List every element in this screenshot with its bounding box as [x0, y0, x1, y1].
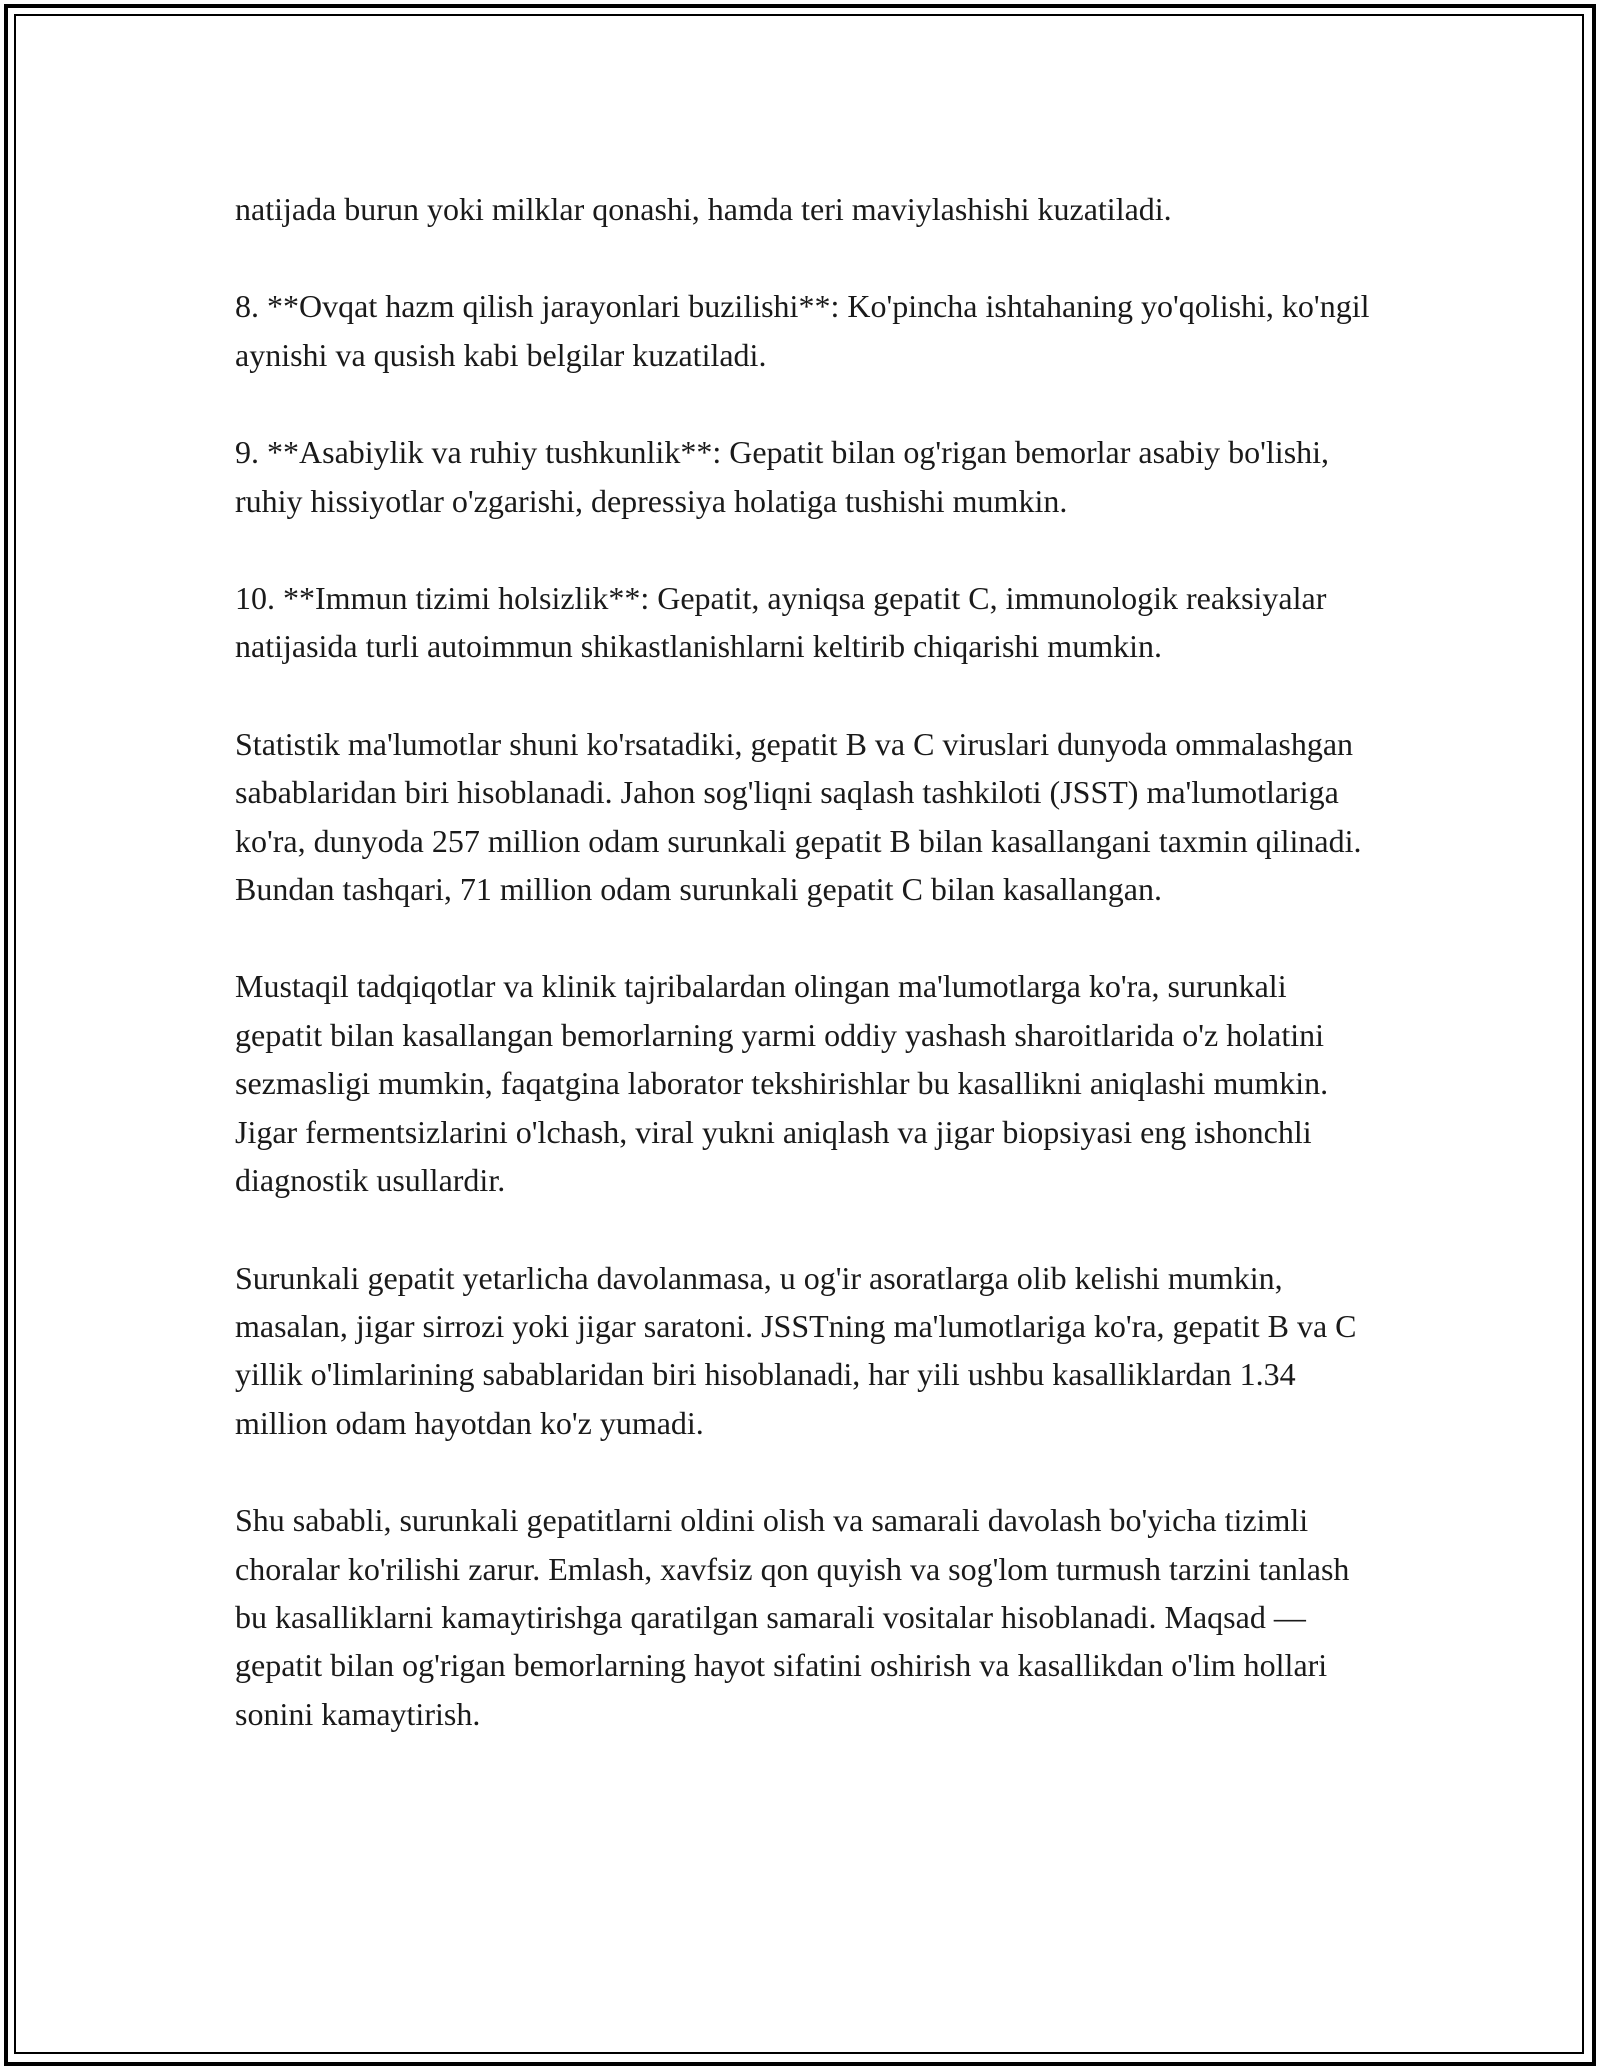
- paragraph-item-10: 10. **Immun tizimi holsizlik**: Gepatit, ayniqsa gepatit C, immunologik reaksiyalar natijasida turli autoimmun shikastlanishlarni keltirib chiqarishi mumkin.: [235, 580, 1327, 665]
- paragraph-research: Mustaqil tadqiqotlar va klinik tajribalardan olingan ma'lumotlarga ko'ra, surunkali gepatit bilan kasallangan bemorlarning yarmi oddiy yashash sharoitlarida o'z holatini sezmasligi mumkin, faqatgina laborator tekshirishlar bu kasallikni aniqlashi mumkin. Jigar fermentsizlarini o'lchash, viral yukni aniqlash va jigar biopsiyasi eng ishonchli diagnostik usullardir.: [235, 968, 1329, 1199]
- paragraph-statistics: Statistik ma'lumotlar shuni ko'rsatadiki, gepatit B va C viruslari dunyoda ommalashgan sabablaridan biri hisoblanadi. Jahon sog'liqni saqlash tashkiloti (JSST) ma'lumotlariga ko'ra, dunyoda 257 million odam surunkali gepatit B bilan kasallangani taxmin qilinadi. Bundan tashqari, 71 million odam surunkali gepatit C bilan kasallangan.: [235, 725, 1362, 908]
- paragraph-item-8: 8. **Ovqat hazm qilish jarayonlari buzilishi**: Ko'pincha ishtahaning yo'qolishi, ko'ngil aynishi va qusish kabi belgilar kuzatiladi.: [235, 288, 1370, 373]
- paragraph-item-9: 9. **Asabiylik va ruhiy tushkunlik**: Gepatit bilan og'rigan bemorlar asabiy bo'lishi, ruhiy hissiyotlar o'zgarishi, depressiya holatiga tushishi mumkin.: [235, 434, 1330, 519]
- paragraph-complications: Surunkali gepatit yetarlicha davolanmasa, u og'ir asoratlarga olib kelishi mumkin, masalan, jigar sirrozi yoki jigar saratoni. JSSTning ma'lumotlariga ko'ra, gepatit B va C yillik o'limlarining sabablaridan biri hisoblanadi, har yili ushbu kasalliklardan 1.34 million odam hayotdan ko'z yumadi.: [235, 1259, 1357, 1441]
- paragraph-continuation: natijada burun yoki milklar qonashi, hamda teri maviylashishi kuzatiladi.: [235, 191, 1172, 227]
- paragraph-conclusion: Shu sababli, surunkali gepatitlarni oldini olish va samarali davolash bo'yicha tizimli choralar ko'rilishi zarur. Emlash, xavfsiz qon quyish va sog'lom turmush tarzini tanlash bu kasalliklarni kamaytirishga qaratilgan samarali vositalar hisoblanadi. Maqsad — gepatit bilan og'rigan bemorlarning hayot sifatini oshirish va kasallikdan o'lim hollari sonini kamaytirish.: [235, 1502, 1350, 1732]
- document-body: [235, 185, 1375, 1787]
